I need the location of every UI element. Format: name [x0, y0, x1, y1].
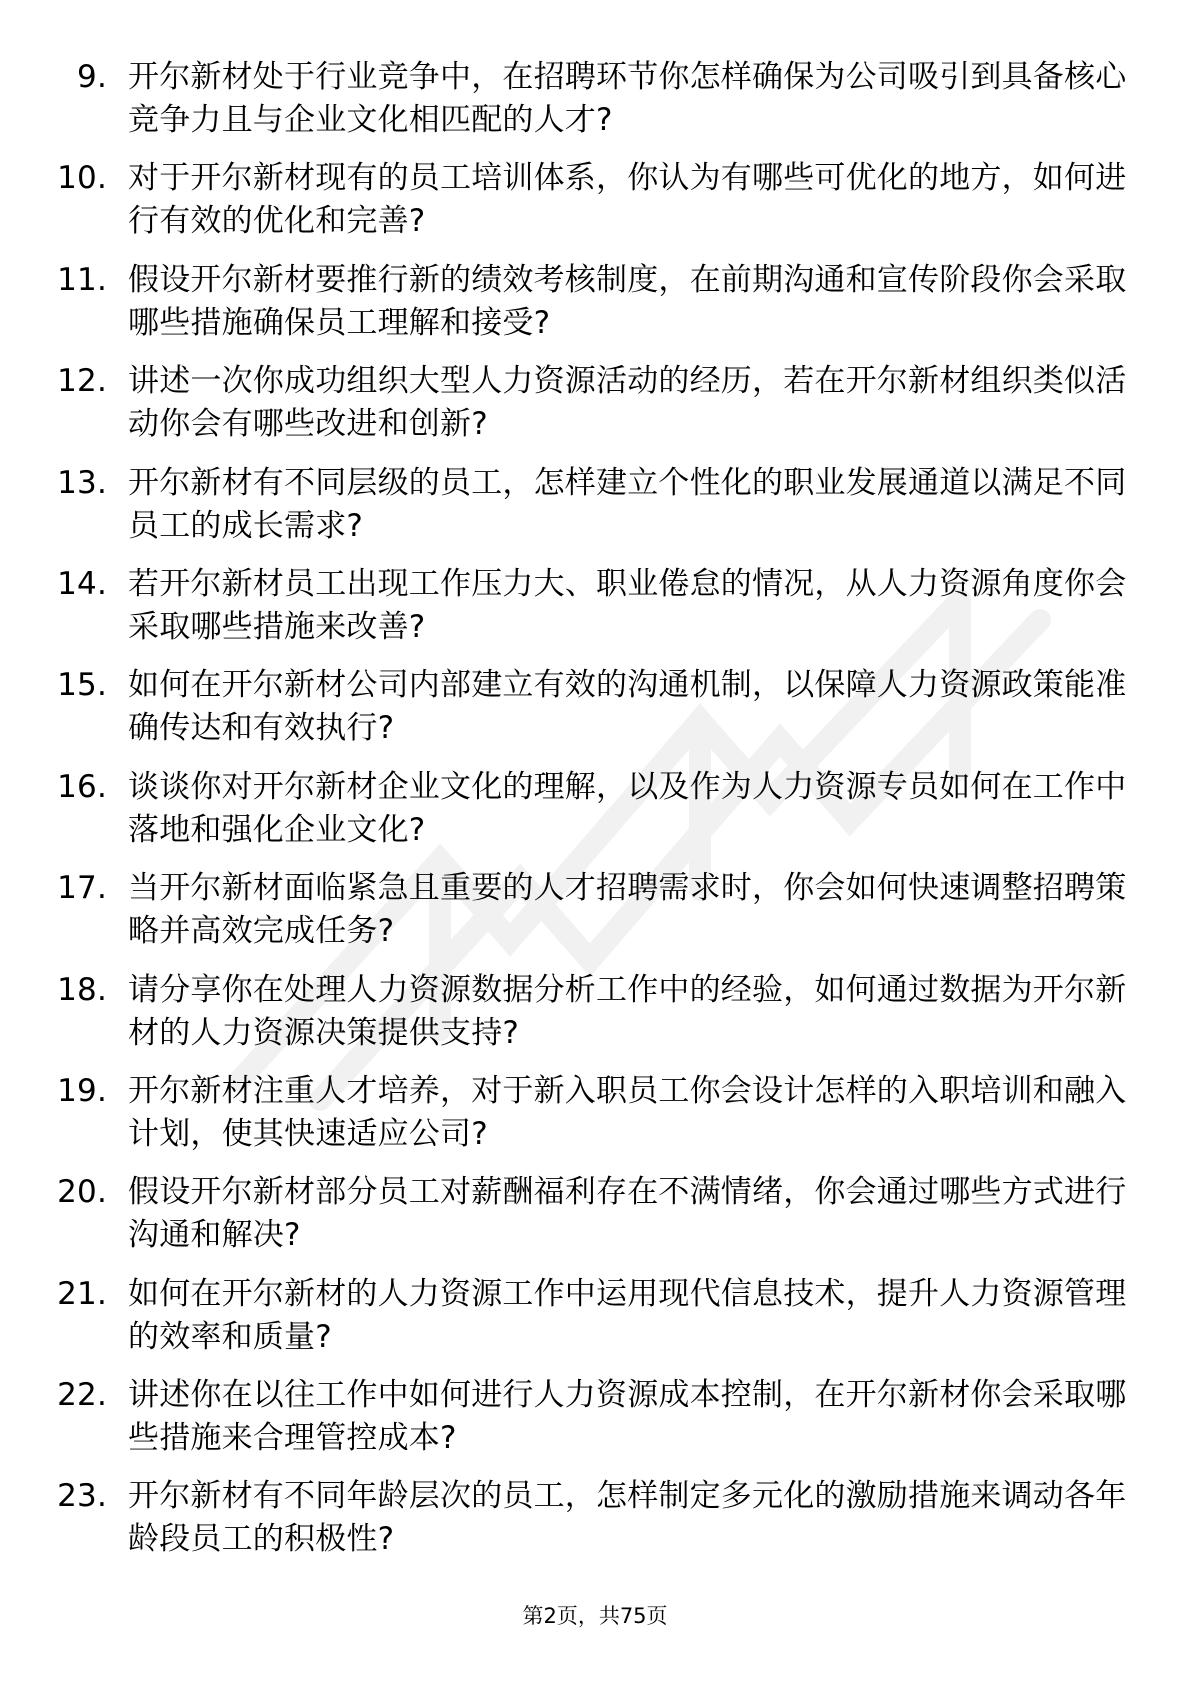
question-text: 假设开尔新材部分员工对薪酬福利存在不满情绪，你会通过哪些方式进行沟通和解决?: [128, 1174, 1127, 1254]
page-number-footer: 第2页，共75页: [522, 1604, 668, 1628]
question-text: 讲述一次你成功组织大型人力资源活动的经历，若在开尔新材组织类似活动你会有哪些改进和创新?: [128, 363, 1127, 443]
question-number: 18.: [57, 971, 107, 1008]
question-item: [50, 664, 1127, 765]
question-text: 谈谈你对开尔新材企业文化的理解，以及作为人力资源专员如何在工作中落地和强化企业文化?: [128, 768, 1127, 848]
question-text: 开尔新材有不同年龄层次的员工，怎样制定多元化的激励措施来调动各年龄段员工的积极性?: [128, 1478, 1127, 1558]
question-item: [50, 360, 1127, 461]
question-text: 开尔新材处于行业竞争中，在招聘环节你怎样确保为公司吸引到具备核心竞争力且与企业文化相匹配的人才?: [128, 59, 1127, 138]
question-item: [50, 462, 1127, 563]
question-item: [50, 1171, 1127, 1272]
question-text: 当开尔新材面临紧急且重要的人才招聘需求时，你会如何快速调整招聘策略并高效完成任务?: [128, 870, 1127, 950]
question-number: 11.: [57, 261, 107, 298]
question-number: 23.: [57, 1478, 107, 1515]
question-list: [50, 56, 1127, 1577]
question-item: [50, 56, 1127, 157]
question-text: 如何在开尔新材的人力资源工作中运用现代信息技术，提升人力资源管理的效率和质量?: [128, 1275, 1127, 1355]
question-item: [50, 259, 1127, 360]
question-number: 19.: [57, 1072, 107, 1109]
question-number: 16.: [57, 768, 107, 805]
question-item: [50, 157, 1127, 258]
question-number: 17.: [57, 870, 107, 907]
question-item: [50, 1070, 1127, 1171]
question-text: 请分享你在处理人力资源数据分析工作中的经验，如何通过数据为开尔新材的人力资源决策提供支持?: [128, 971, 1127, 1051]
question-text: 对于开尔新材现有的员工培训体系，你认为有哪些可优化的地方，如何进行有效的优化和完善?: [128, 160, 1127, 240]
question-text: 开尔新材有不同层级的员工，怎样建立个性化的职业发展通道以满足不同员工的成长需求?: [128, 464, 1127, 544]
question-item: [50, 1475, 1127, 1576]
question-number: 15.: [57, 667, 107, 704]
question-item: [50, 766, 1127, 867]
question-item: [50, 969, 1127, 1070]
question-text: 若开尔新材员工出现工作压力大、职业倦怠的情况，从人力资源角度你会采取哪些措施来改善?: [128, 565, 1127, 645]
question-text: 开尔新材注重人才培养，对于新入职员工你会设计怎样的入职培训和融入计划，使其快速适应公司?: [128, 1072, 1127, 1152]
question-number: 12.: [57, 363, 107, 400]
question-text: 讲述你在以往工作中如何进行人力资源成本控制，在开尔新材你会采取哪些措施来合理管控成本?: [128, 1377, 1127, 1457]
question-number: 13.: [57, 464, 107, 501]
question-item: [50, 563, 1127, 664]
question-number: 10.: [57, 160, 107, 197]
question-text: 假设开尔新材要推行新的绩效考核制度，在前期沟通和宣传阶段你会采取哪些措施确保员工理解和接受?: [128, 261, 1127, 341]
question-item: [50, 1273, 1127, 1374]
question-number: 20.: [57, 1174, 107, 1211]
question-item: [50, 1374, 1127, 1475]
question-number: 14.: [57, 565, 107, 602]
question-item: [50, 867, 1127, 968]
question-text: 如何在开尔新材公司内部建立有效的沟通机制，以保障人力资源政策能准确传达和有效执行?: [128, 667, 1127, 747]
question-number: 21.: [57, 1275, 107, 1312]
question-number: 22.: [57, 1377, 107, 1414]
question-number: 9.: [77, 59, 107, 95]
